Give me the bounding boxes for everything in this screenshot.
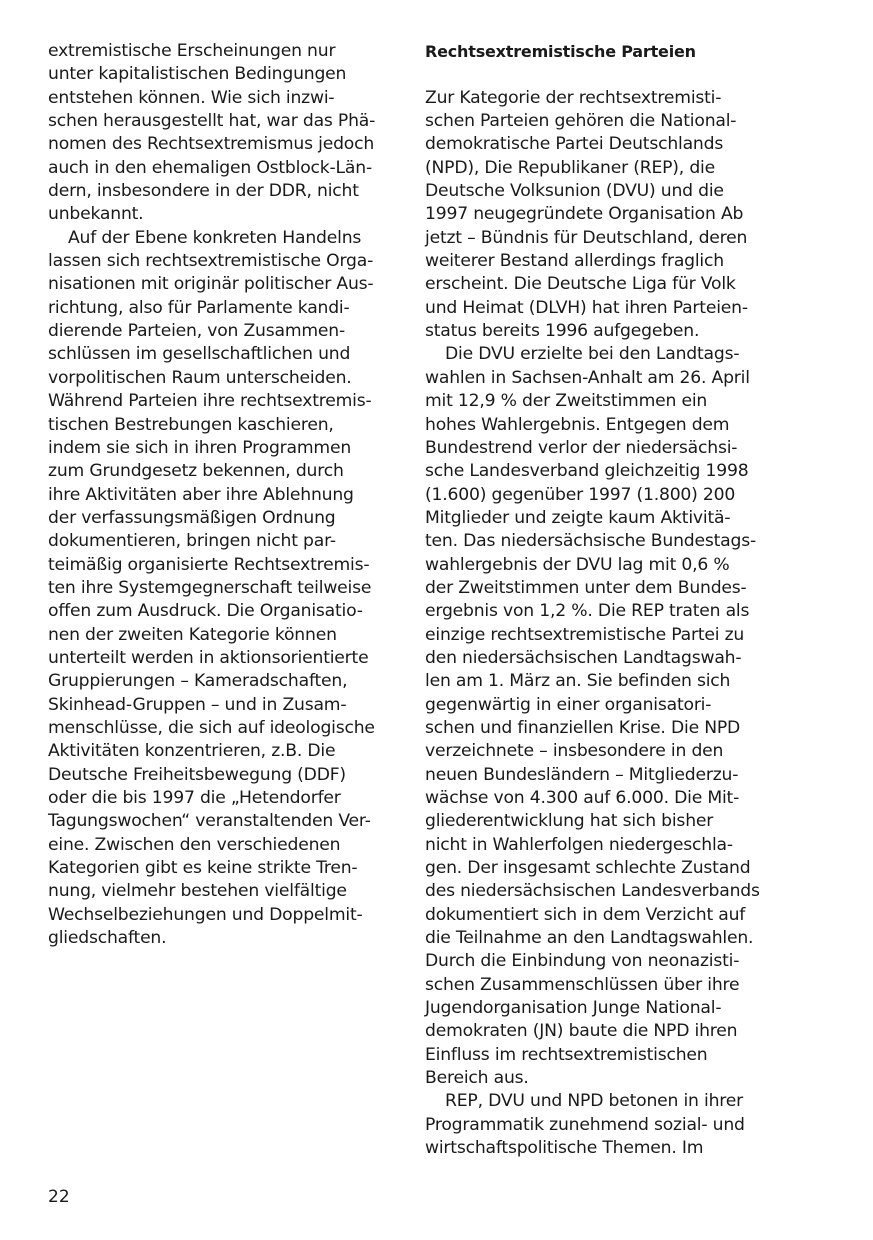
text-line: jetzt – Bündnis für Deutschland, deren xyxy=(425,227,748,248)
text-line: ihre Aktivitäten aber ihre Ablehnung xyxy=(48,484,354,505)
text-line: schen herausgestellt hat, war das Phä- xyxy=(48,111,376,132)
text-line: Mitglieder und zeigte kaum Aktivitä- xyxy=(425,507,731,528)
text-line: Deutsche Freiheitsbewegung (DDF) xyxy=(48,764,346,785)
text-line: Skinhead-Gruppen – und in Zusam- xyxy=(48,694,347,715)
text-line: schen und finanziellen Krise. Die NPD xyxy=(425,717,741,738)
text-line: nung, vielmehr bestehen vielfältige xyxy=(48,881,347,902)
text-line: gliedschaften. xyxy=(48,928,167,949)
text-line: offen zum Ausdruck. Die Organisatio- xyxy=(48,601,363,622)
section-heading: Rechtsextremistische Parteien xyxy=(425,42,696,61)
text-line: Aktivitäten konzentrieren, z.B. Die xyxy=(48,741,336,762)
text-line: nicht in Wahlerfolgen niedergeschla- xyxy=(425,834,733,855)
text-line: den niedersächsischen Landtagswah- xyxy=(425,647,742,668)
text-line: oder die bis 1997 die „Hetendorfer xyxy=(48,788,341,808)
text-line: unterteilt werden in aktionsorientierte xyxy=(48,647,369,668)
text-line: weiterer Bestand allerdings fraglich xyxy=(425,251,724,272)
text-line: Gruppierungen – Kameradschaften, xyxy=(48,671,348,692)
text-line: ten. Das niedersächsische Bundestags- xyxy=(425,531,756,552)
text-line: (NPD), Die Republikaner (REP), die xyxy=(425,157,715,178)
text-line: status bereits 1996 aufgegeben. xyxy=(425,321,700,342)
text-line: und Heimat (DLVH) hat ihren Parteien- xyxy=(425,297,748,318)
text-line: schlüssen im gesellschaftlichen und xyxy=(48,344,351,365)
text-line: wahlergebnis der DVU lag mit 0,6 % xyxy=(425,554,730,575)
text-line: Durch die Einbindung von neonazisti- xyxy=(425,951,740,972)
text-line: dokumentieren, bringen nicht par- xyxy=(48,531,336,552)
text-line: die Teilnahme an den Landtagswahlen. xyxy=(425,928,754,949)
text-line: dierende Parteien, von Zusammen- xyxy=(48,321,345,342)
paragraph-first-line: REP, DVU und NPD betonen in ihrer xyxy=(445,1091,743,1112)
text-line: auch in den ehemaligen Ostblock-Län- xyxy=(48,157,372,178)
text-line: Tagungswochen“ veranstaltenden Ver- xyxy=(48,811,371,832)
text-line: Deutsche Volksunion (DVU) und die xyxy=(425,181,724,202)
right-column xyxy=(425,40,775,1161)
text-line: extremistische Erscheinungen nur xyxy=(48,41,336,61)
text-line: wirtschaftspolitische Themen. Im xyxy=(425,1138,704,1159)
text-line: der verfassungsmäßigen Ordnung xyxy=(48,507,336,528)
text-line: (1.600) gegenüber 1997 (1.800) 200 xyxy=(425,484,736,505)
text-line: vorpolitischen Raum unterscheiden. xyxy=(48,367,352,388)
text-line: gliederentwicklung hat sich bisher xyxy=(425,811,714,832)
text-line: richtung, also für Parlamente kandi- xyxy=(48,297,350,318)
text-line: menschlüsse, die sich auf ideologische xyxy=(48,717,375,738)
text-line: lassen sich rechtsextremistische Orga- xyxy=(48,251,374,272)
text-line: unter kapitalistischen Bedingungen xyxy=(48,64,347,85)
text-line: nisationen mit originär politischer Aus- xyxy=(48,274,374,295)
text-line: Programmatik zunehmend sozial- und xyxy=(425,1114,745,1135)
text-line: ten ihre Systemgegnerschaft teilweise xyxy=(48,577,372,598)
text-line: einzige rechtsextremistische Partei zu xyxy=(425,624,745,645)
text-line: ergebnis von 1,2 %. Die REP traten als xyxy=(425,601,750,622)
text-line: wahlen in Sachsen-Anhalt am 26. April xyxy=(425,367,750,388)
text-line: indem sie sich in ihren Programmen xyxy=(48,437,352,458)
paragraph-first-line: Die DVU erzielte bei den Landtags- xyxy=(445,344,740,365)
text-line: mit 12,9 % der Zweitstimmen ein xyxy=(425,391,708,412)
text-line: nen der zweiten Kategorie können xyxy=(48,624,337,645)
text-line: demokratische Partei Deutschlands xyxy=(425,134,724,155)
text-line: Bereich aus. xyxy=(425,1068,529,1089)
text-line: gen. Der insgesamt schlechte Zustand xyxy=(425,858,751,879)
text-line: len am 1. März an. Sie befinden sich xyxy=(425,671,731,692)
text-line: des niedersächsischen Landesverbands xyxy=(425,881,760,902)
text-line: dokumentiert sich in dem Verzicht auf xyxy=(425,904,746,925)
text-line: Während Parteien ihre rechtsextremis- xyxy=(48,391,372,412)
text-line: Jugendorganisation Junge National- xyxy=(425,998,722,1019)
text-line: schen Parteien gehören die National- xyxy=(425,111,737,132)
text-line: wächse von 4.300 auf 6.000. Die Mit- xyxy=(425,788,740,808)
text-line: der Zweitstimmen unter dem Bundes- xyxy=(425,577,747,598)
text-line: Wechselbeziehungen und Doppelmit- xyxy=(48,904,363,925)
text-line: 1997 neugegründete Organisation Ab xyxy=(425,204,744,225)
left-column xyxy=(48,40,393,950)
page-number: 22 xyxy=(48,1187,70,1207)
text-line: sche Landesverband gleichzeitig 1998 xyxy=(425,461,749,482)
paragraph-first-line: Auf der Ebene konkreten Handelns xyxy=(68,227,362,248)
text-line: teimäßig organisierte Rechtsextremis- xyxy=(48,554,370,575)
text-line: Einfluss im rechtsextremistischen xyxy=(425,1044,708,1065)
text-line: tischen Bestrebungen kaschieren, xyxy=(48,414,334,435)
text-line: verzeichnete – insbesondere in den xyxy=(425,741,724,762)
text-line: Zur Kategorie der rechtsextremisti- xyxy=(425,87,722,108)
text-line: dern, insbesondere in der DDR, nicht xyxy=(48,181,359,202)
text-line: erscheint. Die Deutsche Liga für Volk xyxy=(425,274,736,295)
text-line: Bundestrend verlor der niedersächsi- xyxy=(425,437,738,458)
text-line: entstehen können. Wie sich inzwi- xyxy=(48,87,335,108)
text-line: zum Grundgesetz bekennen, durch xyxy=(48,461,344,482)
text-line: hohes Wahlergebnis. Entgegen dem xyxy=(425,414,730,435)
text-line: nomen des Rechtsextremismus jedoch xyxy=(48,134,375,155)
text-line: Kategorien gibt es keine strikte Tren- xyxy=(48,858,358,879)
text-line: demokraten (JN) baute die NPD ihren xyxy=(425,1021,738,1042)
text-line: gegenwärtig in einer organisatori- xyxy=(425,694,712,715)
heading-spacer xyxy=(425,63,775,86)
text-line: schen Zusammenschlüssen über ihre xyxy=(425,974,740,995)
text-line: unbekannt. xyxy=(48,204,144,225)
text-line: neuen Bundesländern – Mitgliederzu- xyxy=(425,764,739,785)
text-line: eine. Zwischen den verschiedenen xyxy=(48,834,341,855)
